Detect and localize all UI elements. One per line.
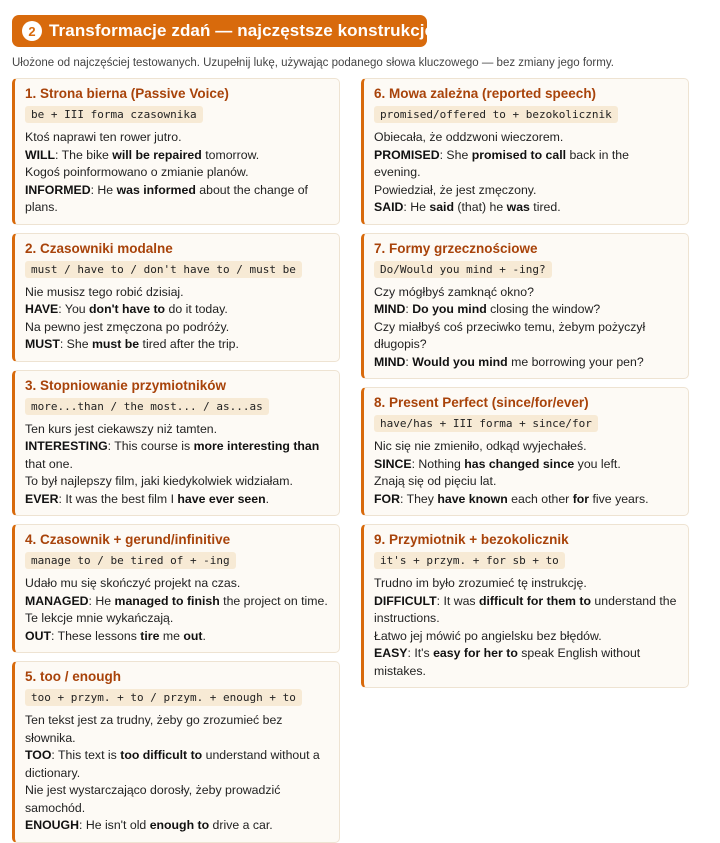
english-transformation (25, 491, 329, 509)
keyword-highlight: INTERESTING (25, 439, 108, 453)
english-transformation (25, 336, 329, 354)
grammar-formula: promised/offered to + bezokolicznik (374, 106, 618, 123)
grammar-formula: manage to / be tired of + -ing (25, 552, 236, 569)
keyword-highlight: ENOUGH (25, 818, 79, 832)
instructions-text: Ułożone od najczęściej testowanych. Uzupełnij lukę, używając podanego słowa kluczowego — bez zmiany jego formy. (12, 57, 614, 69)
sentence-text: me (159, 628, 184, 643)
keyword-highlight: more interesting than (193, 439, 320, 453)
card-title: 8. Present Perfect (since/for/ever) (374, 395, 589, 410)
keyword-highlight: promised to call (471, 147, 567, 162)
sentence-text: five years. (589, 491, 649, 506)
keyword-highlight: WILL (25, 147, 56, 162)
keyword-highlight: FOR (374, 491, 400, 506)
sentence-text: : She (59, 337, 92, 351)
polish-sentence (25, 284, 329, 302)
sentence-text: Ten kurs jest ciekawszy niż tamten. (25, 421, 218, 436)
polish-sentence (25, 782, 329, 817)
sentence-text: : It's (407, 646, 434, 660)
polish-sentence (374, 319, 678, 354)
sentence-text: tomorrow. (201, 147, 260, 162)
construction-card (12, 661, 340, 843)
sentence-text: Ten tekst jest za trudny, żeby go zrozumieć bez słownika. (25, 713, 283, 745)
keyword-highlight: OUT (25, 628, 51, 643)
polish-sentence (374, 182, 678, 200)
sentence-text: do it today. (165, 302, 228, 316)
keyword-highlight: HAVE (25, 302, 59, 316)
sentence-text: : This course is (107, 439, 194, 453)
section-header (12, 15, 435, 47)
sentence-text: tired after the trip. (139, 337, 239, 351)
english-transformation (374, 354, 678, 372)
keyword-highlight: will be repaired (112, 147, 202, 162)
card-title: 7. Formy grzecznościowe (374, 240, 538, 256)
grammar-formula: more...than / the most... / as...as (25, 398, 269, 415)
sentence-text: : He (90, 182, 117, 197)
card-title: 6. Mowa zależna (reported speech) (374, 86, 597, 101)
keyword-highlight: MUST (25, 337, 60, 351)
english-transformation (25, 593, 329, 611)
sentence-text: : You (58, 302, 90, 316)
keyword-highlight: EASY (374, 646, 408, 660)
english-transformation (25, 628, 329, 646)
sentence-text: Łatwo jej mówić po angielsku bez błędów. (374, 628, 602, 643)
grammar-formula: too + przym. + to / przym. + enough + to (25, 689, 302, 706)
keyword-highlight: SAID (374, 200, 404, 214)
sentence-text: Czy mógłbyś zamknąć okno? (374, 284, 534, 299)
sentence-text: : It was (436, 593, 479, 608)
english-transformation (25, 438, 329, 473)
section-title: Transformacje zdań — najczęstsze konstrukcje (49, 21, 435, 40)
sentence-text: back in the evening. (374, 147, 629, 179)
polish-sentence (25, 421, 329, 439)
card-title: 1. Strona bierna (Passive Voice) (25, 86, 229, 101)
sentence-text: : She (439, 147, 472, 162)
sentence-text: Nie jest wystarczająco dorosły, żeby prowadzić samochód. (25, 783, 281, 815)
sentence-text: drive a car. (209, 818, 273, 832)
sentence-text: tired. (529, 200, 561, 214)
card-title: 3. Stopniowanie przymiotników (25, 377, 227, 393)
keyword-highlight: too difficult to (120, 748, 203, 762)
sentence-text: understand without a dictionary. (25, 748, 320, 780)
english-transformation (374, 645, 678, 680)
sentence-text: Te lekcje mnie wykańczają. (25, 611, 174, 625)
sentence-text: Czy miałbyś coś przeciwko temu, żebym pożyczył długopis? (374, 319, 646, 351)
polish-sentence (374, 129, 678, 147)
keyword-highlight: enough to (149, 818, 210, 832)
keyword-highlight: MIND (374, 354, 406, 369)
keyword-highlight: MIND (374, 302, 406, 316)
sentence-text: the project on time. (219, 593, 328, 608)
english-transformation (25, 301, 329, 319)
polish-sentence (25, 575, 329, 593)
polish-sentence (374, 438, 678, 456)
sentence-text: : It was the best film I (58, 491, 178, 506)
sentence-text: : He (88, 593, 115, 608)
keyword-highlight: was (506, 200, 530, 214)
polish-sentence (25, 473, 329, 491)
sentence-text: speak English without mistakes. (374, 646, 641, 678)
sentence-text: about the change of plans. (25, 182, 308, 214)
keyword-highlight: DIFFICULT (374, 593, 437, 608)
sentence-text: Kogoś poinformowano o zmianie planów. (25, 165, 249, 179)
english-transformation (374, 456, 678, 474)
sentence-text: . (202, 628, 206, 643)
card-title: 2. Czasowniki modalne (25, 240, 173, 256)
polish-sentence (374, 628, 678, 646)
keyword-highlight: was informed (116, 182, 196, 197)
keyword-highlight: for (572, 491, 590, 506)
keyword-highlight: said (429, 200, 454, 214)
sentence-text: you left. (574, 456, 621, 471)
sentence-text: : (405, 302, 413, 316)
sentence-text: Powiedział, że jest zmęczony. (374, 182, 537, 197)
sentence-text: Na pewno jest zmęczona po podróży. (25, 319, 230, 334)
keyword-highlight: SINCE (374, 456, 412, 471)
sentence-text: : They (399, 491, 438, 506)
english-transformation (374, 301, 678, 319)
sentence-text: : (405, 354, 413, 369)
card-title: 5. too / enough (25, 669, 121, 684)
grammar-formula: be + III forma czasownika (25, 106, 203, 123)
polish-sentence (25, 610, 329, 628)
keyword-highlight: must be (91, 337, 140, 351)
construction-card (12, 524, 340, 653)
english-transformation (25, 182, 329, 217)
keyword-highlight: TOO (25, 748, 52, 762)
sentence-text: Nie musisz tego robić dzisiaj. (25, 284, 184, 299)
sentence-text: Trudno im było zrozumieć tę instrukcję. (374, 576, 587, 590)
sentence-text: : These lessons (50, 628, 141, 643)
english-transformation (25, 147, 329, 165)
english-transformation (25, 747, 329, 782)
sentence-text: Ktoś naprawi ten rower jutro. (25, 130, 182, 144)
grammar-formula: must / have to / don't have to / must be (25, 261, 302, 278)
keyword-highlight: tire (140, 628, 160, 643)
card-title: 4. Czasownik + gerund/infinitive (25, 532, 231, 547)
polish-sentence (25, 319, 329, 337)
english-transformation (374, 593, 678, 628)
sentence-text: . (265, 491, 270, 506)
construction-card (361, 524, 689, 688)
keyword-highlight: have known (437, 491, 508, 506)
english-transformation (374, 147, 678, 182)
sentence-text: : He (403, 200, 430, 214)
keyword-highlight: easy for her to (433, 646, 518, 660)
keyword-highlight: has changed since (464, 456, 575, 471)
keyword-highlight: difficult for them to (478, 593, 592, 608)
construction-card (12, 78, 340, 225)
polish-sentence (25, 129, 329, 147)
keyword-highlight: don't have to (89, 302, 166, 316)
sentence-text: that one. (25, 456, 73, 471)
keyword-highlight: managed to finish (114, 593, 220, 608)
sentence-text: (that) he (453, 200, 507, 214)
english-transformation (374, 491, 678, 509)
polish-sentence (374, 575, 678, 593)
construction-card (12, 233, 340, 362)
left-column (12, 78, 340, 843)
keyword-highlight: have ever seen (177, 491, 266, 506)
section-number-badge: 2 (22, 21, 42, 41)
sentence-text: : Nothing (411, 456, 465, 471)
grammar-formula: Do/Would you mind + -ing? (374, 261, 552, 278)
polish-sentence (25, 712, 329, 747)
sentence-text: : He isn't old (78, 818, 150, 832)
sentence-text: : The bike (55, 147, 113, 162)
sentence-text: closing the window? (486, 302, 601, 316)
sentence-text: me borrowing your pen? (507, 354, 644, 369)
keyword-highlight: EVER (25, 491, 59, 506)
grammar-formula: have/has + III forma + since/for (374, 415, 598, 432)
sentence-text: Udało mu się skończyć projekt na czas. (25, 576, 241, 590)
keyword-highlight: PROMISED (374, 147, 440, 162)
polish-sentence (374, 284, 678, 302)
construction-card (12, 370, 340, 517)
sentence-text: : This text is (51, 748, 121, 762)
card-title: 9. Przymiotnik + bezokolicznik (374, 532, 569, 547)
construction-card (361, 387, 689, 516)
keyword-highlight: Would you mind (412, 354, 508, 369)
keyword-highlight: Do you mind (412, 302, 487, 316)
keyword-highlight: out (183, 628, 203, 643)
construction-card (361, 233, 689, 380)
english-transformation (374, 199, 678, 217)
sentence-text: To był najlepszy film, jaki kiedykolwiek widziałam. (25, 474, 293, 488)
grammar-formula: it's + przym. + for sb + to (374, 552, 565, 569)
polish-sentence (25, 164, 329, 182)
right-column (361, 78, 689, 688)
sentence-text: Obiecała, że oddzwoni wieczorem. (374, 130, 564, 144)
sentence-text: understand the instructions. (374, 593, 677, 625)
keyword-highlight: MANAGED (25, 593, 89, 608)
sentence-text: Znają się od pięciu lat. (374, 474, 497, 488)
polish-sentence (374, 473, 678, 491)
sentence-text: each other (507, 491, 573, 506)
construction-card (361, 78, 689, 225)
sentence-text: Nic się nie zmieniło, odkąd wyjechałeś. (374, 439, 587, 453)
english-transformation (25, 817, 329, 835)
keyword-highlight: INFORMED (25, 182, 91, 197)
